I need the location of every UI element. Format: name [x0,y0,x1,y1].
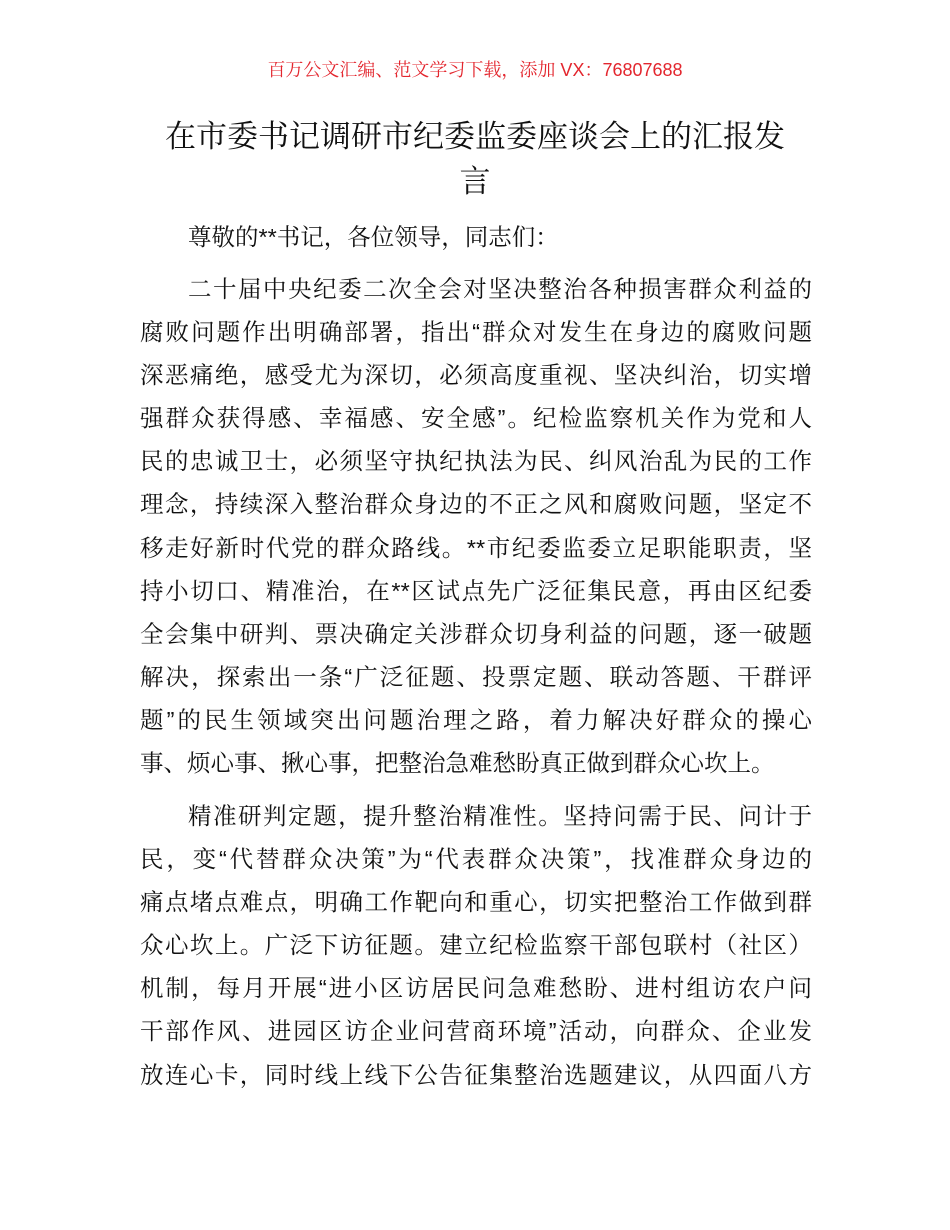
paragraph-line: 机制，每月开展“进小区访居民问急难愁盼、进村组访农户问 [140,975,812,1002]
download-banner: 百万公文汇编、范文学习下载，添加 VX：76807688 [267,60,683,80]
paragraph-line: 理念，持续深入整治群众身边的不正之风和腐败问题，坚定不 [140,491,812,518]
paragraph-line: 痛点堵点难点，明确工作靶向和重心，切实把整治工作做到群 [140,889,812,916]
paragraph-line: 题”的民生领域突出问题治理之路，着力解决好群众的操心 [140,706,812,733]
paragraph-line: 解决，探索出一条“广泛征题、投票定题、联动答题、干群评 [140,663,812,690]
paragraph-line: 强群众获得感、幸福感、安全感”。纪检监察机关作为党和人 [140,405,812,432]
paragraph-line: 二十届中央纪委二次全会对坚决整治各种损害群众利益的 [188,276,812,302]
paragraph-line: 移走好新时代党的群众路线。**市纪委监委立足职能职责，坚 [140,534,812,561]
title-line: 在市委书记调研市纪委监委座谈会上的汇报发 [165,119,785,154]
paragraph-line: 腐败问题作出明确部署，指出“群众对发生在身边的腐败问题 [140,319,812,346]
paragraph-line: 全会集中研判、票决确定关涉群众切身利益的问题，逐一破题 [140,620,812,647]
paragraph-line: 精准研判定题，提升整治精准性。坚持问需于民、问计于 [188,803,812,829]
paragraph-1 [140,268,812,785]
paragraph-line: 众心坎上。广泛下访征题。建立纪检监察干部包联村（社区） [140,932,812,959]
paragraph-line: 持小切口、精准治，在**区试点先广泛征集民意，再由区纪委 [140,577,812,604]
paragraph-line: 事、烦心事、揪心事，把整治急难愁盼真正做到群众心坎上。 [140,750,775,777]
paragraph-line: 深恶痛绝，感受尤为深切，必须高度重视、坚决纠治，切实增 [140,362,812,389]
paragraph-line: 放连心卡，同时线上线下公告征集整治选题建议，从四面八方 [140,1061,812,1088]
title-line: 言 [459,164,491,199]
greeting: 尊敬的**书记，各位领导，同志们： [188,224,559,250]
paragraph-2 [140,795,812,1097]
document-title [130,114,820,204]
paragraph-line: 干部作风、进园区访企业问营商环境”活动，向群众、企业发 [140,1018,812,1045]
paragraph-line: 民的忠诚卫士，必须坚守执纪执法为民、纠风治乱为民的工作 [140,448,812,475]
paragraph-line: 民，变“代替群众决策”为“代表群众决策”，找准群众身边的 [140,846,812,873]
